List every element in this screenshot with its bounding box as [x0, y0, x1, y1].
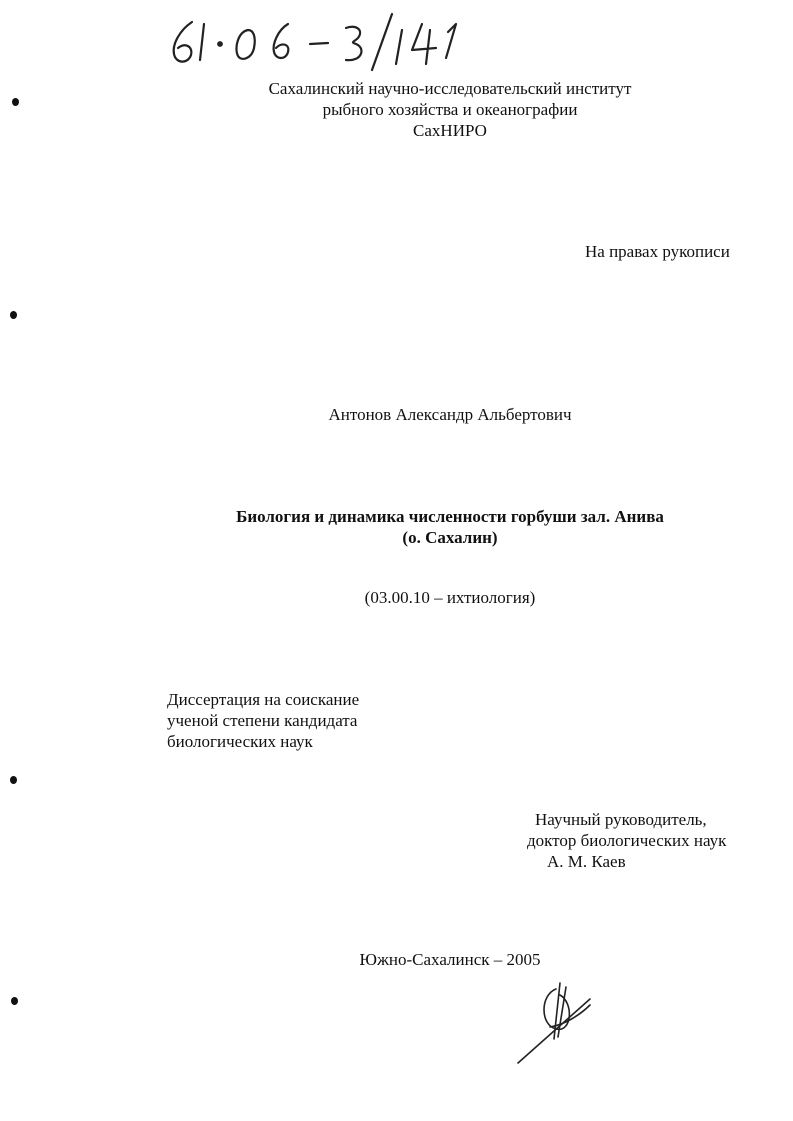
binding-mark-4: [11, 997, 18, 1005]
supervisor-degree: доктор биологических наук: [527, 831, 727, 850]
signature-drawing: [510, 975, 610, 1070]
institute-name-line2: рыбного хозяйства и океанографии: [322, 100, 578, 119]
specialty-code: (03.00.10 – ихтиология): [364, 588, 536, 607]
dissertation-description-line1: Диссертация на соискание: [167, 690, 360, 709]
binding-mark-2: [10, 311, 17, 319]
dissertation-title-line2: (о. Сахалин): [402, 528, 498, 547]
dissertation-title-line1: Биология и динамика численности горбуши зал. Анива: [236, 507, 664, 526]
author-name: Антонов Александр Альбертович: [328, 405, 572, 424]
supervisor-name: А. М. Каев: [547, 852, 626, 871]
handwritten-archive-number-drawing: [160, 8, 490, 78]
supervisor-label: Научный руководитель,: [535, 810, 707, 829]
manuscript-rights-note: На правах рукописи: [585, 242, 730, 261]
dissertation-description-line2: ученой степени кандидата: [167, 711, 358, 730]
binding-mark-1: [12, 98, 19, 106]
institute-abbreviation: СахНИРО: [413, 121, 487, 140]
place-and-year: Южно-Сахалинск – 2005: [359, 950, 541, 969]
institute-name-line1: Сахалинский научно-исследовательский институт: [268, 79, 632, 98]
handwritten-archive-number: [160, 8, 490, 78]
signature: [510, 975, 610, 1070]
binding-mark-3: [10, 776, 17, 784]
dissertation-description-line3: биологических наук: [167, 732, 313, 751]
